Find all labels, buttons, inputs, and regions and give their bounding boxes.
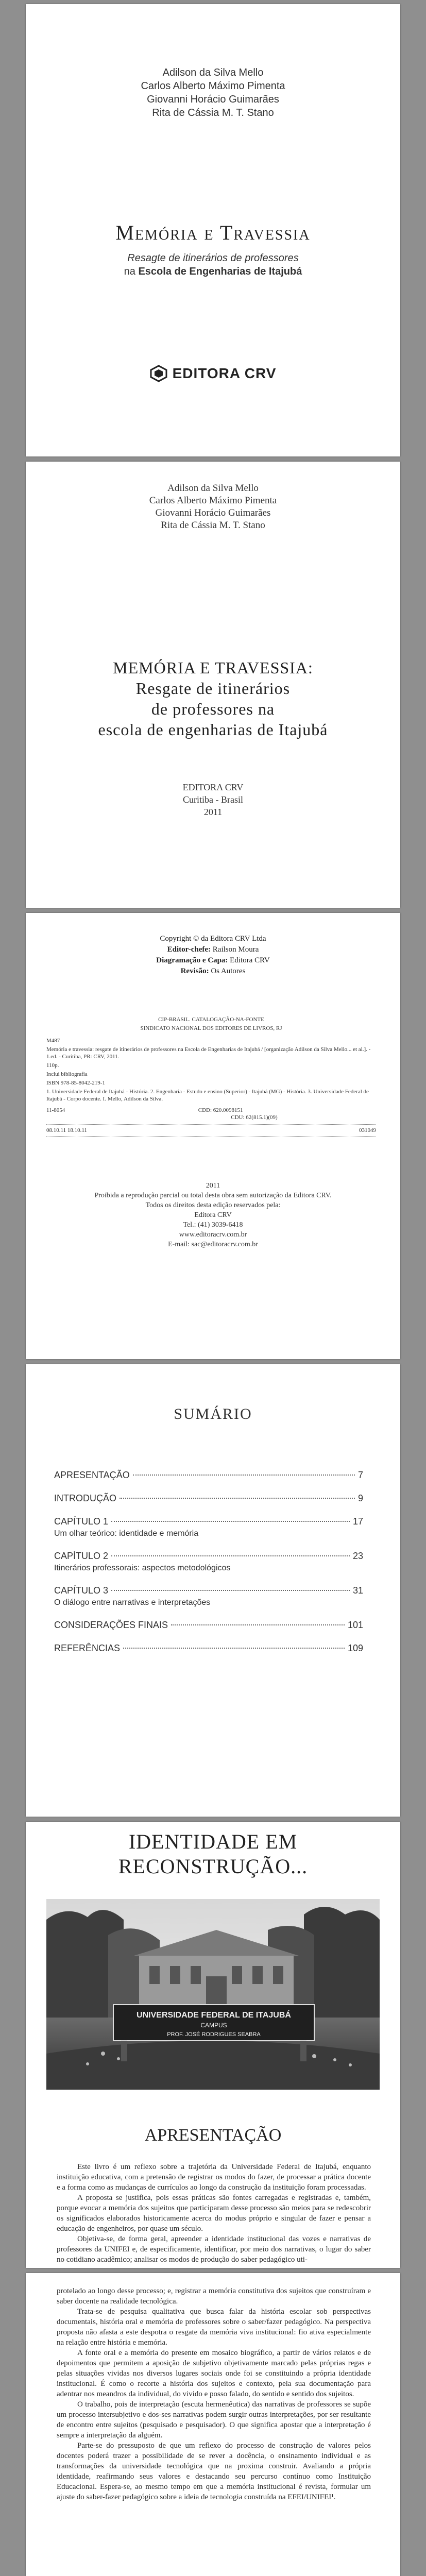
- imprint-block: [26, 1181, 400, 1249]
- titlepage-publisher: [26, 781, 400, 818]
- cip-line: M487: [46, 1038, 60, 1044]
- toc-page: 109: [347, 1643, 363, 1653]
- toc-label: CAPÍTULO 2: [54, 1551, 109, 1561]
- paragraph: Objetiva-se, de forma geral, apreender a identidade institucional das vozes e narrativas de professores da UNIFEI e, de especificamente, identificar, por meio dos narrativas, o lugar do saber no cotidiano acadêmico; analisar os modos de produção do saber pedagógico uti-: [57, 2235, 371, 2264]
- cover-author: Adilson da Silva Mello: [162, 67, 264, 78]
- paragraph: Parte-se do pressuposto de que um reflexo do processo de construção de valores pelos docentes poderá trazer a possibilidade de se rever a docência, o ensinamento individual e as transformações da universidade tecnológica que na proxima construir. Avaliando a própria identidade, reafirmando seus valores e destacando seu percurso contínuo como Instituição Educacional. Espera-se, ao mesmo tempo em que a memória institucional é revista, formular um ajuste do saber-fazer pedagógico sobre a ideia de tecnologia construída na EFEI/UNIFEI¹.: [57, 2442, 371, 2501]
- design-name: Editora CRV: [230, 956, 270, 964]
- cip-codes-row: [46, 1114, 376, 1121]
- campus-photo: [46, 1899, 380, 2090]
- presentation-heading: APRESENTAÇÃO: [144, 2126, 282, 2145]
- titlepage-publisher-line: EDITORA CRV: [182, 782, 244, 792]
- titlepage-title-line: MEMÓRIA E TRAVESSIA:: [113, 658, 313, 677]
- campus-sign-text: CAMPUS: [200, 2022, 227, 2029]
- titlepage-title: [26, 657, 400, 740]
- paragraph: Trata-se de pesquisa qualitativa que busca falar da história escolar sob perspectivas documentais, história oral e memória de professores sobre o saber/fazer pedagógico. Na perspectiva proposta não afasta a este despotra o resgate da memória viva institucional: fio ativa especialmente na relação entre história e memória.: [57, 2308, 371, 2347]
- cip-codes-row: [46, 1127, 376, 1134]
- paragraph: O trabalho, pois de interpretação (escuta hermenêutica) das narrativas de professores se supõe um processo intersubjetivo e dos-ses narrativas podem surgir outras interpretações, por ser resultante de encontro entre sujeitos (pesquisado e pesquisador). O que significa apostar que a interpretação é sempre a interpretação da alguém.: [57, 2400, 371, 2439]
- titlepage-title-line: Resgate de itinerários: [135, 679, 291, 698]
- toc-entry[interactable]: [54, 1516, 363, 1527]
- presentation-text-continued: [57, 2286, 371, 2502]
- imprint-line: Proibida a reprodução parcial ou total desta obra sem autorização da Editora CRV.: [94, 1192, 332, 1199]
- imprint-line: Tel.: (41) 3039-6418: [183, 1221, 243, 1229]
- toc-page: 101: [347, 1620, 363, 1630]
- table-of-contents: [54, 1470, 363, 1666]
- cip-code: 08.10.11 18.10.11: [46, 1127, 87, 1133]
- toc-label: CAPÍTULO 1: [54, 1516, 109, 1527]
- toc-page: 9: [357, 1493, 363, 1503]
- imprint-line: Todos os direitos desta edição reservados pela:: [145, 1201, 281, 1209]
- toc-label: REFERÊNCIAS: [54, 1643, 121, 1653]
- paragraph: A proposta se justifica, pois essas práticas são fontes carregadas e registradas e, também, porque evocar a memória dos sujeitos que participaram desse processo são meios para se redescobrir os significados elaborados historicamente acerca do modus próprio e singular de fazer e pensar a educação de engenheiros, por quase um século.: [57, 2194, 371, 2233]
- imprint-line: 2011: [206, 1182, 220, 1190]
- titlepage-publisher-line: Curitiba - Brasil: [183, 794, 243, 805]
- identity-title-line: RECONSTRUÇÃO...: [118, 1855, 308, 1878]
- cip-header: CIP-BRASIL. CATALOGAÇÃO-NA-FONTE: [158, 1016, 264, 1023]
- toc-page: 7: [357, 1470, 363, 1480]
- titlepage-author: Rita de Cássia M. T. Stano: [161, 520, 265, 531]
- cip-line: Inclui bibliografia: [46, 1071, 88, 1077]
- cover-subtitle-line1: Resagte de itinerários de professores: [127, 252, 299, 264]
- design-label: Diagramação e Capa:: [156, 956, 228, 964]
- cover-subtitle-bold: Escola de Engenharias de Itajubá: [138, 266, 302, 277]
- review-name: Os Autores: [211, 967, 246, 975]
- campus-sign-text: UNIVERSIDADE FEDERAL DE ITAJUBÁ: [137, 2011, 291, 2020]
- titlepage-authors: [26, 482, 400, 532]
- cover-author: Giovanni Horácio Guimarães: [147, 94, 279, 105]
- credits-block: [26, 934, 400, 977]
- cip-line: 1. Universidade Federal de Itajubá - História. 2. Engenharia - Estudo e ensino (Superior) - Itajubá (MG) - História. 3. Universidade Federal de Itajubá - Corpo docente. I. Mello, Adilson da Silva.: [46, 1089, 369, 1102]
- publisher-logo-text: EDITORA CRV: [172, 365, 277, 381]
- imprint-line: www.editoracrv.com.br: [179, 1231, 247, 1239]
- summary-page: [26, 1364, 400, 1817]
- toc-entry[interactable]: [54, 1493, 363, 1504]
- design-line: [26, 955, 400, 966]
- cip-line: Memória e travessia: resgate de itinerários de professores na Escola de Engenharias de Itajubá / [organização Adilson da Silva Mello... et al.]. - 1.ed. - Curitiba, PR: CRV, 2011.: [46, 1046, 371, 1060]
- title-page: [26, 462, 400, 908]
- titlepage-author: Giovanni Horácio Guimarães: [155, 507, 271, 518]
- cip-code: CDU: 62(815.1)(09): [231, 1114, 278, 1121]
- toc-label: INTRODUÇÃO: [54, 1493, 116, 1503]
- titlepage-author: Carlos Alberto Máximo Pimenta: [149, 495, 277, 506]
- toc-subtitle: Itinerários professorais: aspectos metodológicos: [54, 1564, 231, 1572]
- toc-subtitle: O diálogo entre narrativas e interpretações: [54, 1598, 211, 1607]
- publisher-logo-icon: [150, 365, 167, 382]
- cip-line: ISBN 978-85-8042-219-1: [46, 1080, 105, 1086]
- cover-subtitle-line2: [26, 265, 400, 278]
- review-line: [26, 966, 400, 977]
- presentation-text: [57, 2162, 371, 2265]
- paragraph: protelado ao longo desse processo; e, registrar a memória constitutiva dos sujeitos que construíram e saber docente na realidade tecnológica.: [57, 2287, 371, 2306]
- toc-subtitle: Um olhar teórico: identidade e memória: [54, 1529, 199, 1538]
- cover-page: [26, 4, 400, 456]
- toc-entry[interactable]: [54, 1620, 363, 1631]
- cover-authors: [26, 66, 400, 120]
- toc-page: 31: [352, 1585, 363, 1596]
- toc-label: APRESENTAÇÃO: [54, 1470, 130, 1480]
- toc-entry[interactable]: [54, 1551, 363, 1562]
- cover-subtitle-prefix: na: [124, 266, 139, 277]
- cip-record: [46, 1016, 376, 1137]
- identity-title: [26, 1829, 400, 1879]
- titlepage-title-line: escola de engenharias de Itajubá: [98, 720, 328, 739]
- titlepage-publisher-line: 2011: [203, 807, 223, 817]
- toc-entry[interactable]: [54, 1643, 363, 1654]
- publisher-logo: [26, 365, 400, 382]
- paragraph: Este livro é um reflexo sobre a trajetória da Universidade Federal de Itajubá, enquanto instituição educativa, com a pretensão de registrar os modos do fazer, de processar a prática docente e a forma como as mudanças de currículos ao longo da construção da instituição foram processadas.: [57, 2163, 371, 2192]
- cip-code: CDD: 620.0098151: [198, 1107, 243, 1113]
- cover-author: Carlos Alberto Máximo Pimenta: [141, 80, 285, 92]
- imprint-line: Editora CRV: [194, 1211, 232, 1219]
- editor-label: Editor-chefe:: [167, 945, 211, 954]
- toc-page: 23: [352, 1551, 363, 1561]
- presentation-continued-page: [26, 2273, 400, 2576]
- paragraph: A fonte oral e a memória do presente em mosaico biográfico, a partir de vários relatos e de depoimentos que permitem a aposição de subjetivo objetivamente marcado pelas próprias regas e pelas situações vividas nos diversos lugares sociais onde foi se constituindo a própria identidade institucional. É como o recorte a história dos sujeitos e contexto, pela sua documentação para adentrar nos meandros da individual, do vivido e posso falado, do sentido e sentido dos sujeitos.: [57, 2349, 371, 2398]
- cip-code: 11-8054: [46, 1107, 65, 1113]
- summary-title: SUMÁRIO: [174, 1405, 252, 1422]
- cip-codes-row: [46, 1107, 376, 1114]
- cip-code: 031049: [359, 1127, 376, 1133]
- copyright-text: Copyright © da Editora CRV Ltda: [160, 935, 266, 943]
- campus-sign-text: PROF. JOSÉ RODRIGUES SEABRA: [167, 2031, 261, 2038]
- toc-page: 17: [352, 1516, 363, 1527]
- campus-photo-image: [46, 1899, 380, 2090]
- cover-title: Memória e Travessia: [115, 221, 311, 244]
- toc-entry[interactable]: [54, 1585, 363, 1596]
- titlepage-title-line: de professores na: [151, 700, 275, 718]
- editor-line: [26, 944, 400, 955]
- cip-header-2: SINDICATO NACIONAL DOS EDITORES DE LIVROS, RJ: [140, 1025, 282, 1031]
- cover-subtitle: [26, 251, 400, 278]
- editor-name: Railson Moura: [212, 945, 259, 954]
- cip-line: 110p.: [46, 1062, 59, 1069]
- identity-title-line: IDENTIDADE EM: [128, 1830, 298, 1853]
- presentation-page: [26, 1822, 400, 2268]
- cover-author: Rita de Cássia M. T. Stano: [152, 107, 274, 118]
- credits-page: [26, 913, 400, 1359]
- review-label: Revisão:: [180, 967, 209, 975]
- imprint-line: E-mail: sac@editoracrv.com.br: [168, 1241, 258, 1248]
- toc-entry[interactable]: [54, 1470, 363, 1481]
- toc-label: CAPÍTULO 3: [54, 1585, 109, 1596]
- titlepage-author: Adilson da Silva Mello: [167, 483, 259, 494]
- toc-label: CONSIDERAÇÕES FINAIS: [54, 1620, 168, 1630]
